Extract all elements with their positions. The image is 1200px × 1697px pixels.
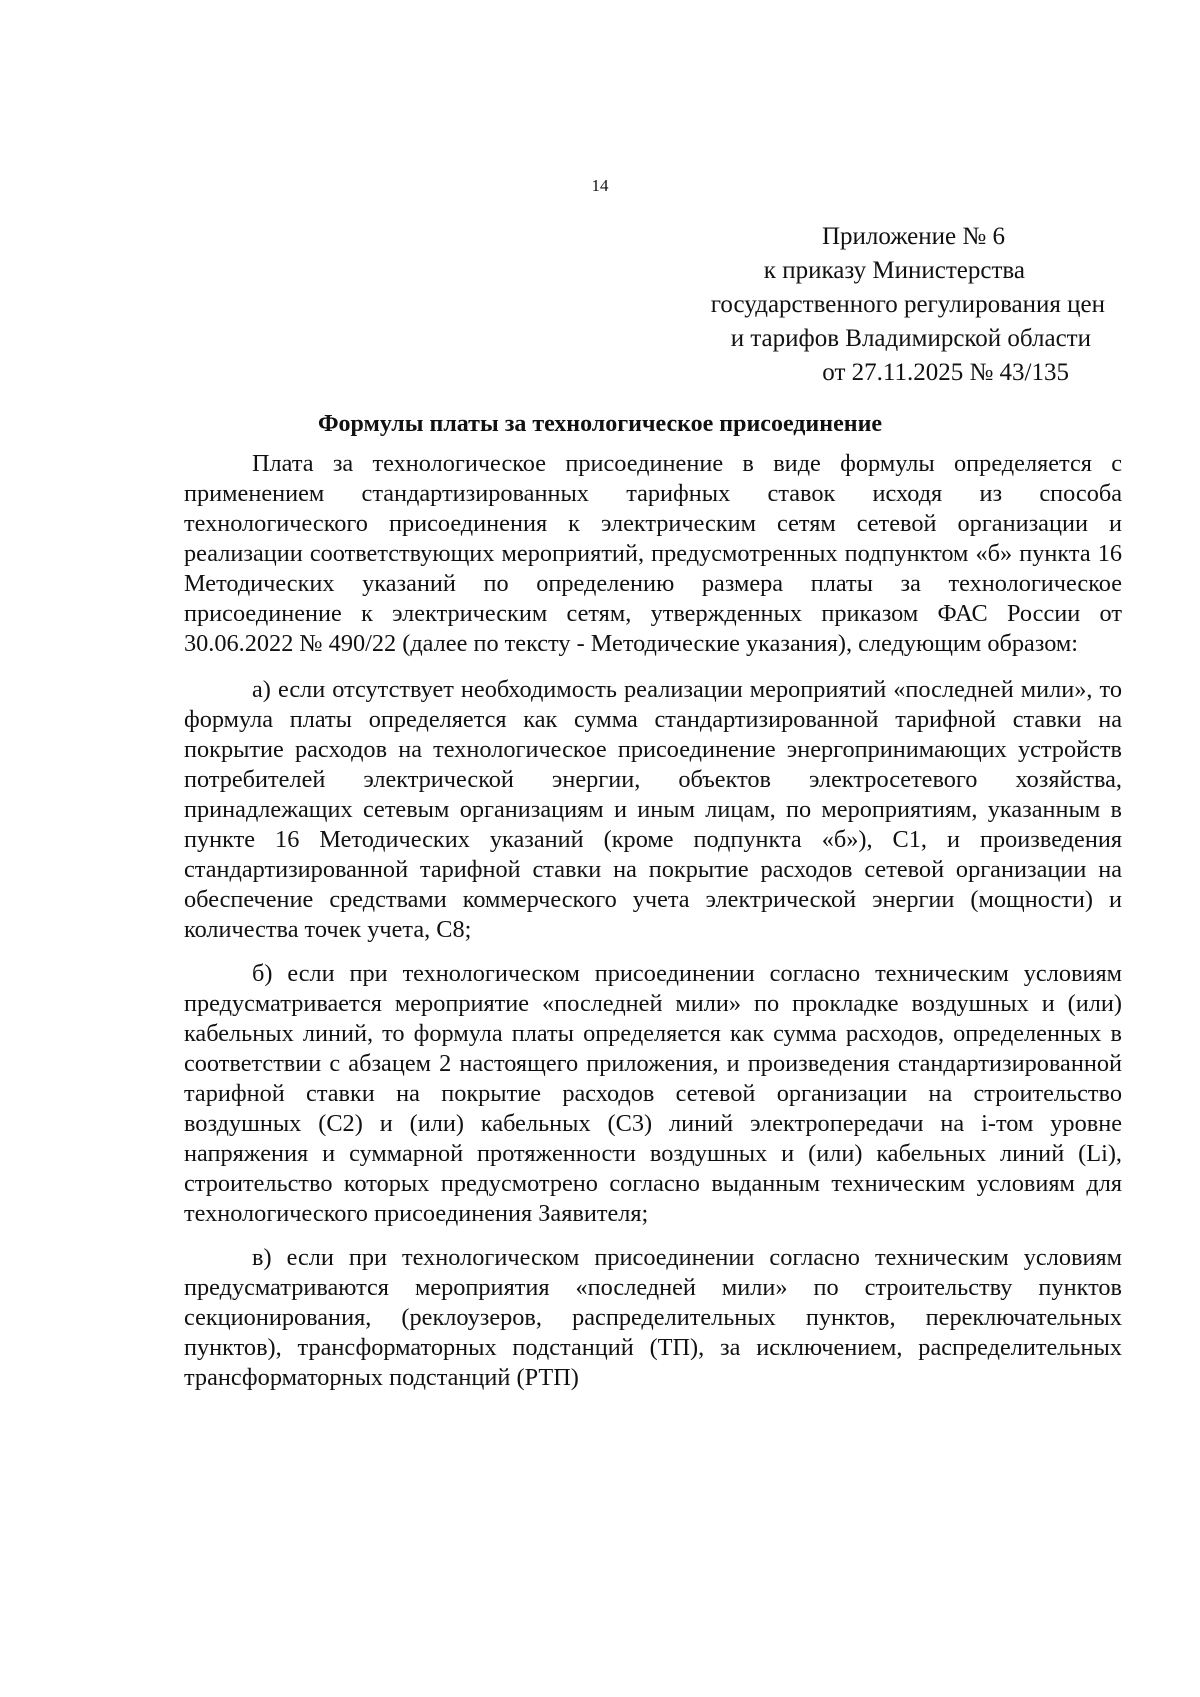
document-title: Формулы платы за технологическое присоединение	[317, 411, 883, 437]
document-body	[184, 449, 1122, 1407]
paragraph-intro: Плата за технологическое присоединение в виде формулы определяется с применением стандартизированных тарифных ставок исходя из способа технологического присоединения к электрическим сетям сетевой организации и реализации соответствующих мероприятий, предусмотренных подпунктом «б» пункта 16 Методических указаний по определению размера платы за технологическое присоединение к электрическим сетям, утвержденных приказом ФАС России от 30.06.2022 № 490/22 (далее по тексту - Методические указания), следующим образом:	[184, 450, 1122, 657]
paragraph-b: б) если при технологическом присоединении согласно техническим условиям предусматривается мероприятие «последней мили» по прокладке воздушных и (или) кабельных линий, то формула платы определяется как сумма расходов, определенных в соответствии с абзацем 2 настоящего приложения, и произведения стандартизированной тарифной ставки на покрытие расходов сетевой организации на строительство воздушных (С2) и (или) кабельных (С3) линий электропередачи на i-том уровне напряжения и суммарной протяженности воздушных и (или) кабельных линий (Li), строительство которых предусмотрено согласно выданным техническим условиям для технологического присоединения Заявителя;	[184, 960, 1122, 1227]
annex-line: Приложение № 6	[821, 223, 1005, 250]
page-number: 14	[591, 176, 609, 195]
annex-header	[690, 220, 1105, 390]
annex-line: к приказу Министерства	[763, 257, 1025, 284]
annex-line: от 27.11.2025 № 43/135	[822, 359, 1069, 386]
paragraph-v: в) если при технологическом присоединении согласно техническим условиям предусматриваются мероприятия «последней мили» по строительству пунктов секционирования, (реклоузеров, распределительных пунктов, переключательных пунктов), трансформаторных подстанций (ТП), за исключением, распределительных трансформаторных подстанций (РТП)	[184, 1244, 1122, 1391]
annex-line: государственного регулирования цен	[710, 291, 1105, 318]
annex-line: и тарифов Владимирской области	[730, 325, 1091, 352]
paragraph-a: а) если отсутствует необходимость реализации мероприятий «последней мили», то формула платы определяется как сумма стандартизированной тарифной ставки на покрытие расходов на технологическое присоединение энергопринимающих устройств потребителей электрической энергии, объектов электросетевого хозяйства, принадлежащих сетевым организациям и иным лицам, по мероприятиям, указанным в пункте 16 Методических указаний (кроме подпункта «б»), С1, и произведения стандартизированной тарифной ставки на покрытие расходов сетевой организации на обеспечение средствами коммерческого учета электрической энергии (мощности) и количества точек учета, С8;	[184, 676, 1122, 943]
